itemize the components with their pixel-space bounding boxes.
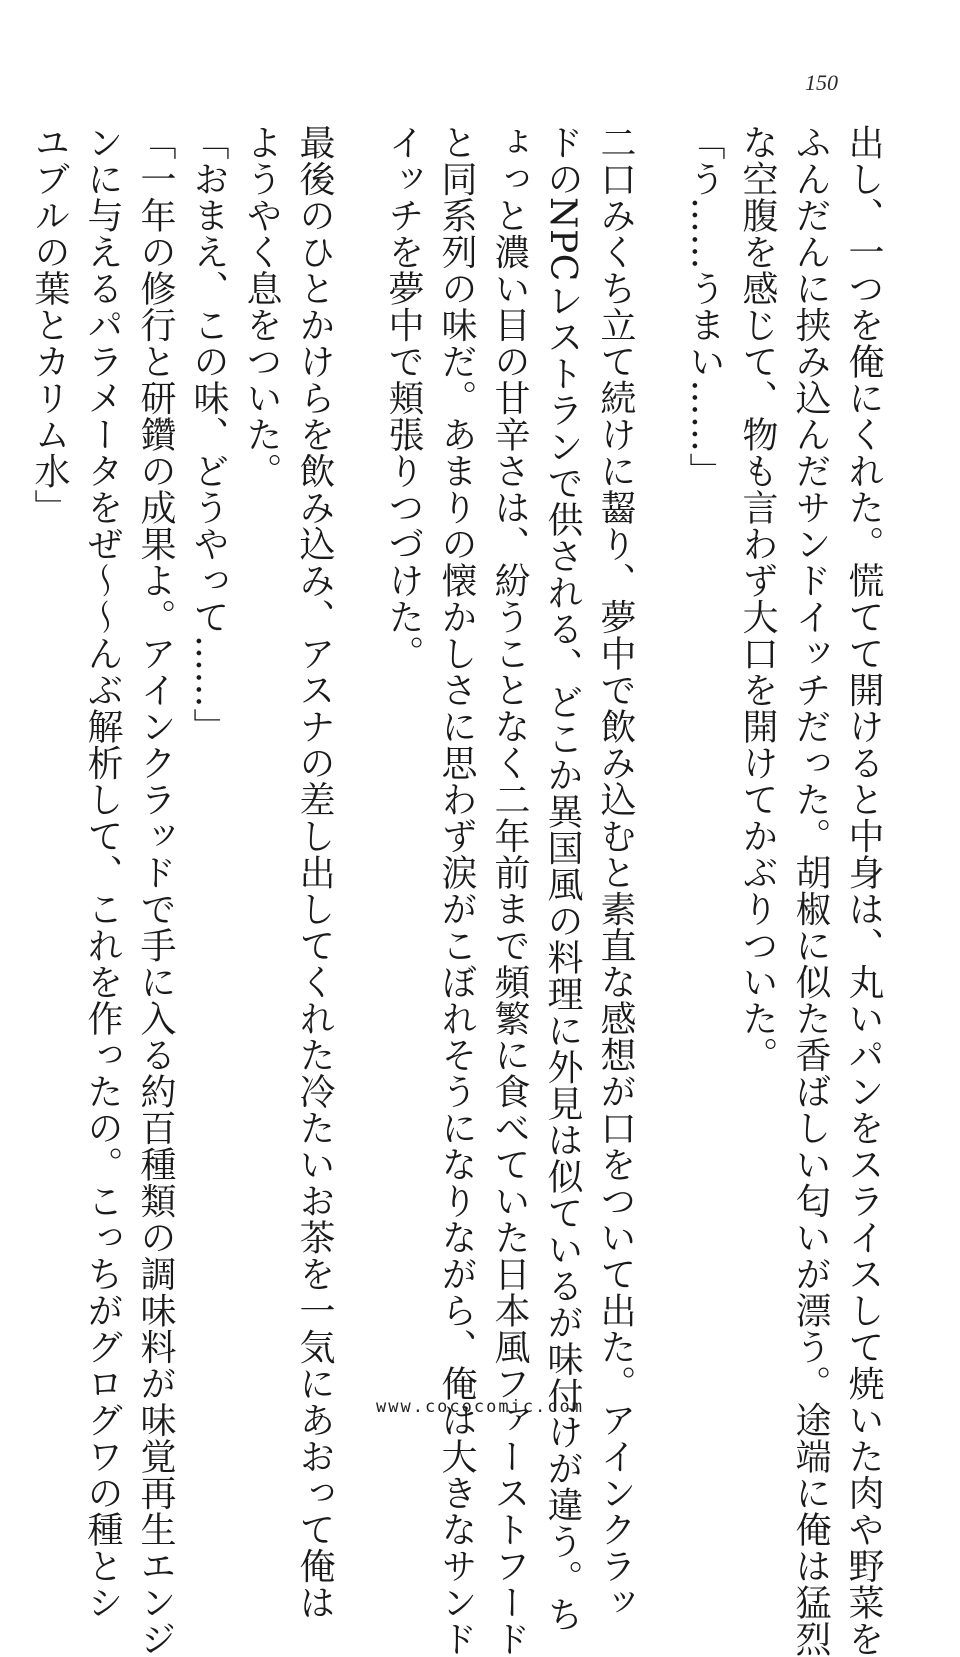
text-line: な空腹を感じて、物も言わず大口を開けてかぶりついた。 [737,124,778,1073]
text-line: イッチを夢中で頬張りつづけた。 [383,124,424,672]
dialogue-line: 「一年の修行と研鑽の成果よ。アインクラッドで手に入る約百種類の調味料が味覚再生エンジ [135,124,176,1657]
text-line: 出し、一つを俺にくれた。慌てて開けると中身は、丸いパンをスライスして焼いた肉や野菜を [843,124,884,1657]
dialogue-line: 「おまえ、この味、どうやって……」 [188,124,229,745]
text-line: ンに与えるパラメータをぜ～～んぶ解析して、これを作ったの。こっちがグログワの種とシ [82,124,123,1621]
text-line: ふんだんに挟み込んだサンドイッチだった。胡椒に似た香ばしい匂いが漂う。途端に俺は猛烈 [790,124,831,1657]
watermark-url: www.cococomic.com [376,1397,584,1417]
text-line: ドのNPCレストランで供される、どこか異国風の料理に外見は似ているが味付けが違う。ち [542,124,583,1633]
text-line: と同系列の味だ。あまりの懐かしさに思わず涙がこぼれそうになりながら、俺は大きなサンド [436,124,477,1657]
page-number: 150 [805,70,838,95]
text-line: 最後のひとかけらを飲み込み、アスナの差し出してくれた冷たいお茶を一気にあおって俺は [294,124,335,1621]
text-line: ようやく息をついた。 [241,124,282,489]
dialogue-line: 「う……うまい……」 [684,124,725,489]
text-line: 二口みくち立て続けに齧り、夢中で飲み込むと素直な感想が口をついて出た。アインクラッ [595,124,636,1621]
text-line: ょっと濃い目の甘辛さは、紛うことなく二年前まで頻繁に食べていた日本風ファーストフード [489,124,530,1657]
text-line: ユブルの葉とカリム水」 [29,124,70,526]
text-line [0,124,23,1374]
